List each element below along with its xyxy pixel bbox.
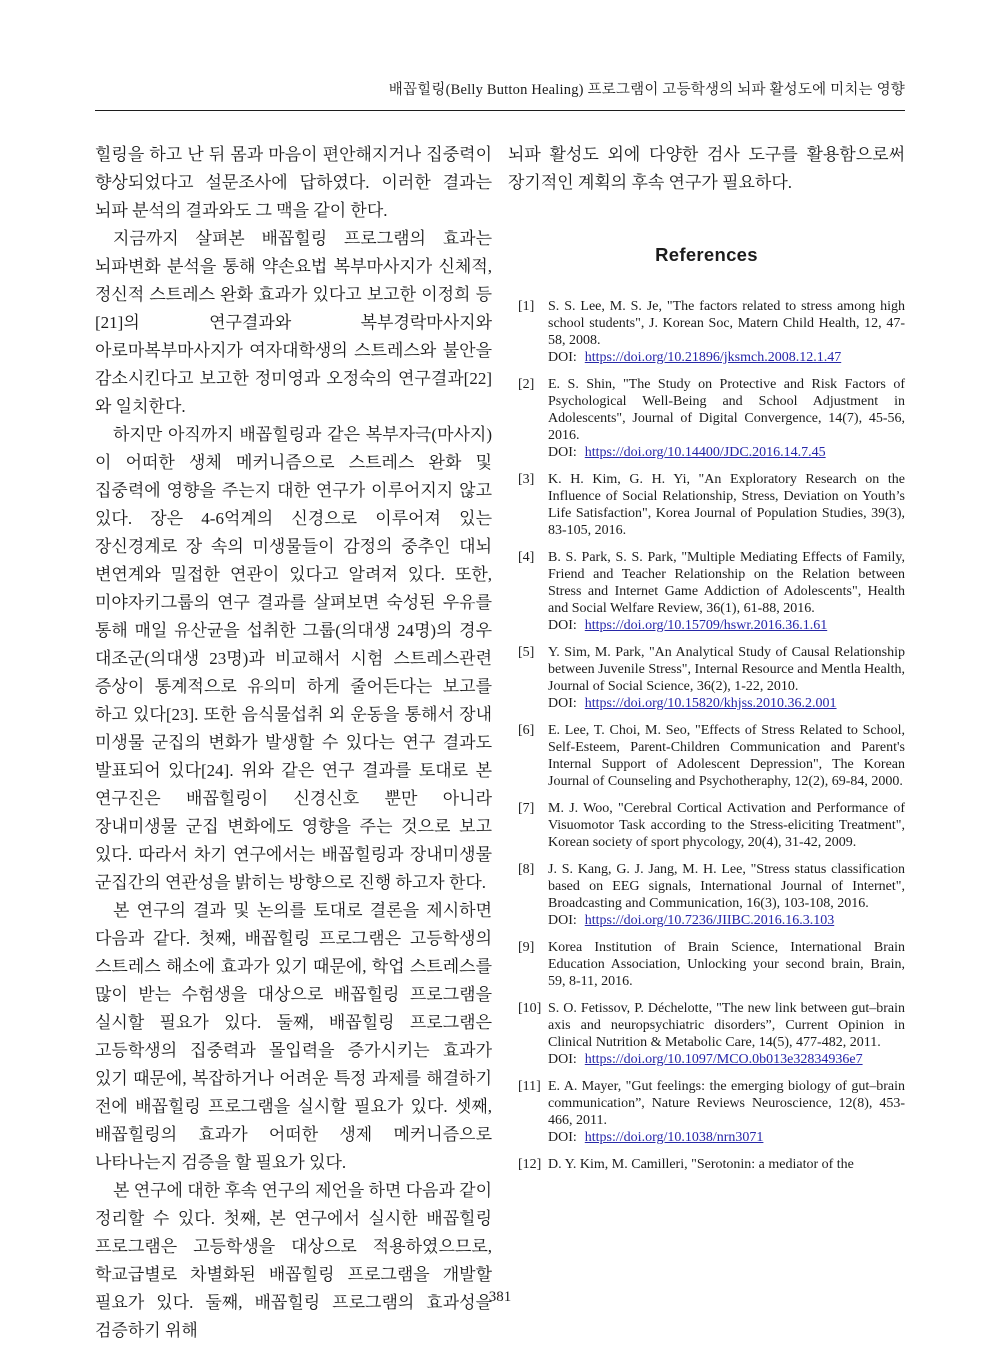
reference-text: J. S. Kang, G. J. Jang, M. H. Lee, "Stress status classification based on EEG signals, International Journal of Internet", Broadcasting and Communication, 16(3), 103-108, 2016. <box>548 862 905 911</box>
body-paragraph: 지금까지 살펴본 배꼽힐링 프로그램의 효과는 뇌파변화 분석을 통해 약손요법 복부마사지가 신체적, 정신적 스트레스 완화 효과가 있다고 보고한 이정희 등[21]의 연구결과와 복부경락마사지와 아로마복부마사지가 여자대학생의 스트레스와 불안을 감소시킨다고 보고한 정미영과 오정숙의 연구결과[22]와 일치한다. <box>95 229 492 416</box>
doi-label: DOI: <box>548 618 577 633</box>
reference-text: K. H. Kim, G. H. Yi, "An Exploratory Research on the Influence of Social Relationship, Stress, Deviation on Youth’s Life Satisfaction", Korea Journal of Population Studies, 39(3), 83-105, 2016. <box>548 472 905 538</box>
reference-item <box>508 376 905 461</box>
reference-number: [4] <box>518 550 535 565</box>
doi-link[interactable]: https://doi.org/10.15709/hswr.2016.36.1.61 <box>584 618 828 633</box>
reference-text: Y. Sim, M. Park, "An Analytical Study of Causal Relationship between Juvenile Stress", Internal Resource and Mentla Health, Journal of Social Science, 36(2), 1-22, 2010. <box>548 645 905 694</box>
doi-link[interactable]: https://doi.org/10.15820/khjss.2010.36.2.001 <box>584 696 837 711</box>
two-column-body <box>95 141 905 1345</box>
reference-doi-row <box>548 349 905 366</box>
reference-item <box>508 722 905 790</box>
reference-text: E. S. Shin, "The Study on Protective and Risk Factors of Psychological Well-Being and School Adjustment in Adolescents", Journal of Digital Convergence, 14(7), 45-56, 2016. <box>548 377 905 443</box>
reference-text: Korea Institution of Brain Science, International Brain Education Association, Unlocking your second brain, Brain, 59, 8-11, 2016. <box>548 940 905 989</box>
reference-item <box>508 549 905 634</box>
reference-text: B. S. Park, S. S. Park, "Multiple Mediating Effects of Family, Friend and Teacher Relationship on the Relation between Stress and Internet Game Addiction of Adolescents", Health and Social Welfare Review, 36(1), 61-88, 2016. <box>548 550 905 616</box>
doi-label: DOI: <box>548 1130 577 1145</box>
reference-item <box>508 1000 905 1068</box>
page-header <box>95 78 905 111</box>
reference-text: E. Lee, T. Choi, M. Seo, "Effects of Stress Related to School, Self-Esteem, Parent-Children Communication and Parent's Internal Support of Adolescent Depression", The Korean Journal of Counseling and Psychotheraphy, 12(2), 69-84, 2000. <box>548 723 905 789</box>
reference-item <box>508 939 905 990</box>
body-paragraph: 힐링을 하고 난 뒤 몸과 마음이 편안해지거나 집중력이 향상되었다고 설문조사에 답하였다. 이러한 결과는 뇌파 분석의 결과와도 그 맥을 같이 한다. <box>95 145 492 220</box>
reference-doi-row <box>548 1129 905 1146</box>
page-footer <box>0 1289 1000 1306</box>
doi-link[interactable]: https://doi.org/10.14400/JDC.2016.14.7.45 <box>584 445 826 460</box>
reference-doi-row <box>548 1051 905 1068</box>
doi-label: DOI: <box>548 350 577 365</box>
reference-item <box>508 1078 905 1146</box>
page-number: 381 <box>488 1289 512 1305</box>
doi-label: DOI: <box>548 1052 577 1067</box>
doi-link[interactable]: https://doi.org/10.21896/jksmch.2008.12.1.47 <box>584 350 842 365</box>
running-title: 배꼽힐링(Belly Button Healing) 프로그램이 고등학생의 뇌파 활성도에 미치는 영향 <box>388 82 905 98</box>
doi-link[interactable]: https://doi.org/10.1097/MCO.0b013e32834936e7 <box>584 1052 863 1067</box>
reference-text: D. Y. Kim, M. Camilleri, "Serotonin: a mediator of the <box>548 1157 854 1172</box>
references-list <box>508 298 905 1173</box>
reference-text: M. J. Woo, "Cerebral Cortical Activation and Performance of Visuomotor Task according to the Stress-eliciting Treatment", Korean society of sport phycology, 20(4), 31-42, 2009. <box>548 801 905 850</box>
doi-label: DOI: <box>548 696 577 711</box>
body-paragraph: 하지만 아직까지 배꼽힐링과 같은 복부자극(마사지)이 어떠한 생체 메커니즘으로 스트레스 완화 및 집중력에 영향을 주는지 대한 연구가 이루어지지 않고 있다. 장은 4-6억계의 신경으로 이루어져 있는 장신경계로 장 속의 미생물들이 감정의 중추인 대뇌 변연계와 밀접한 연관이 있다고 알려져 있다. 또한, 미야자키그룹의 연구 결과를 살펴보면 숙성된 우유를 통해 매일 유산균을 섭취한 그룹(의대생 24명)의 경우 대조군(의대생 23명)과 비교해서 시험 스트레스관련 증상이 통계적으로 유의미 하게 줄어든다는 보고를 하고 있다[23]. 또한 음식물섭취 외 운동을 통해서 장내 미생물 군집의 변화가 발생할 수 있다는 연구 결과도 발표되어 있다[24]. 위와 같은 연구 결과를 토대로 본 연구진은 배꼽힐링이 신경신호 뿐만 아니라 장내미생물 군집 변화에도 영향을 주는 것으로 보고 있다. 따라서 차기 연구에서는 배꼽힐링과 장내미생물 군집간의 연관성을 밝히는 방향으로 진행 하고자 한다. <box>95 425 492 892</box>
reference-number: [6] <box>518 723 535 738</box>
reference-number: [5] <box>518 645 535 660</box>
header-rule <box>95 110 905 111</box>
reference-item <box>508 644 905 712</box>
reference-doi-row <box>548 912 905 929</box>
reference-item <box>508 471 905 539</box>
reference-doi-row <box>548 695 905 712</box>
doi-label: DOI: <box>548 445 577 460</box>
reference-item <box>508 861 905 929</box>
reference-text: S. S. Lee, M. S. Je, "The factors related to stress among high school students", J. Korean Soc, Matern Child Health, 12, 47-58, 2008. <box>548 299 905 348</box>
reference-number: [2] <box>518 377 535 392</box>
reference-number: [8] <box>518 862 535 877</box>
body-paragraph: 본 연구에 대한 후속 연구의 제언을 하면 다음과 같이 정리할 수 있다. 첫째, 본 연구에서 실시한 배꼽힐링 프로그램은 고등학생을 대상으로 적용하였으므로, 학교급별로 차별화된 배꼽힐링 프로그램을 개발할 필요가 있다. 둘째, 배꼽힐링 프로그램의 효과성을 검증하기 위해 <box>95 1181 492 1340</box>
reference-number: [7] <box>518 801 535 816</box>
references-heading: References <box>655 244 758 265</box>
reference-number: [11] <box>518 1079 541 1094</box>
body-paragraph: 뇌파 활성도 외에 다양한 검사 도구를 활용함으로써 장기적인 계획의 후속 연구가 필요하다. <box>508 145 905 192</box>
reference-number: [1] <box>518 299 535 314</box>
reference-item <box>508 298 905 366</box>
left-column <box>95 141 492 1345</box>
doi-link[interactable]: https://doi.org/10.7236/JIIBC.2016.16.3.103 <box>584 913 835 928</box>
reference-text: E. A. Mayer, "Gut feelings: the emerging biology of gut–brain communication”, Nature Reviews Neuroscience, 12(8), 453-466, 2011. <box>548 1079 905 1128</box>
reference-doi-row <box>548 617 905 634</box>
doi-label: DOI: <box>548 913 577 928</box>
doi-link[interactable]: https://doi.org/10.1038/nrn3071 <box>584 1130 764 1145</box>
reference-item <box>508 800 905 851</box>
reference-number: [12] <box>518 1157 542 1172</box>
reference-number: [9] <box>518 940 535 955</box>
reference-doi-row <box>548 444 905 461</box>
right-column <box>508 141 905 1345</box>
reference-number: [10] <box>518 1001 542 1016</box>
reference-number: [3] <box>518 472 535 487</box>
reference-item <box>508 1156 905 1173</box>
reference-text: S. O. Fetissov, P. Déchelotte, "The new link between gut–brain axis and neuropsychiatric disorders”, Current Opinion in Clinical Nutrition & Metabolic Care, 14(5), 477-482, 2011. <box>548 1001 905 1050</box>
body-paragraph: 본 연구의 결과 및 논의를 토대로 결론을 제시하면 다음과 같다. 첫째, 배꼽힐링 프로그램은 고등학생의 스트레스 해소에 효과가 있기 때문에, 학업 스트레스를 많이 받는 수험생을 대상으로 배꼽힐링 프로그램을 실시할 필요가 있다. 둘째, 배꼽힐링 프로그램은 고등학생의 집중력과 몰입력을 증가시키는 효과가 있기 때문에, 복잡하거나 어려운 특정 과제를 해결하기 전에 배꼽힐링 프로그램을 실시할 필요가 있다. 셋째, 배꼽힐링의 효과가 어떠한 생제 메커니즘으로 나타나는지 검증을 할 필요가 있다. <box>95 901 492 1172</box>
